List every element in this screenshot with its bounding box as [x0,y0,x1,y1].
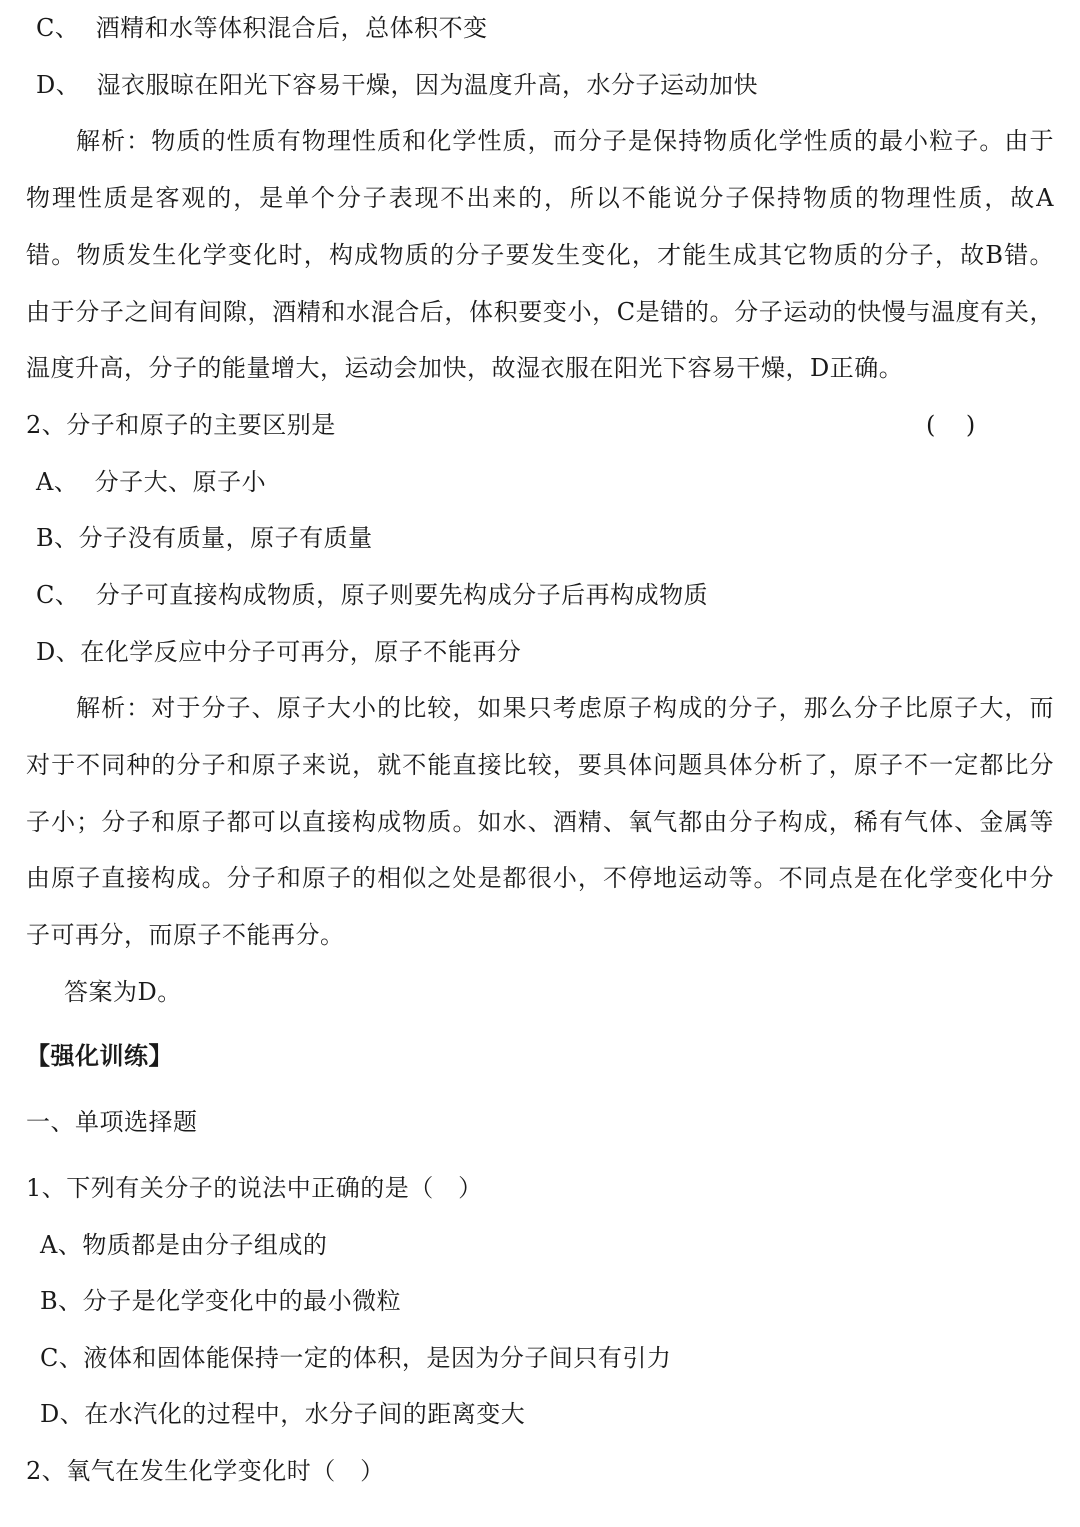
training-q1-option-c: C、液体和固体能保持一定的体积，是因为分子间只有引力 [40,1344,672,1372]
example-q2-option-c: C、 分子可直接构成物质，原子则要先构成分子后再构成物质 [36,581,709,609]
example-q1-option-c: C、 酒精和水等体积混合后，总体积不变 [36,14,488,42]
example-q2-analysis-line: 解析：对于分子、原子大小的比较，如果只考虑原子构成的分子，那么分子比原子大，而 [76,694,1054,722]
training-q1-option-a: A、物质都是由分子组成的 [40,1231,328,1259]
example-q1-analysis-line: 温度升高，分子的能量增大，运动会加快，故湿衣服在阳光下容易干燥，D正确。 [26,354,904,382]
training-q2-stem: 2、氧气在发生化学变化时（ ） [26,1457,385,1485]
training-q1-option-b: B、分子是化学变化中的最小微粒 [40,1287,402,1315]
section-heading: 一、单项选择题 [26,1108,198,1136]
example-q1-analysis-line: 解析：物质的性质有物理性质和化学性质，而分子是保持物质化学性质的最小粒子。由于 [76,127,1054,155]
example-q2-analysis-line: 由原子直接构成。分子和原子的相似之处是都很小，不停地运动等。不同点是在化学变化中分 [26,864,1054,892]
example-q2-answer-blank: ( ) [926,411,976,439]
training-q1-option-d: D、在水汽化的过程中，水分子间的距离变大 [40,1400,526,1428]
example-q1-analysis-line: 物理性质是客观的，是单个分子表现不出来的，所以不能说分子保持物质的物理性质，故A [26,184,1054,212]
example-q1-option-d: D、 湿衣服晾在阳光下容易干燥，因为温度升高，水分子运动加快 [36,71,758,99]
training-q1-stem: 1、下列有关分子的说法中正确的是（ ） [26,1174,483,1202]
example-q1-analysis-line: 由于分子之间有间隙，酒精和水混合后，体积要变小，C是错的。分子运动的快慢与温度有关， [26,298,1054,326]
training-heading: 【强化训练】 [26,1042,173,1070]
example-q1-analysis-line: 错。物质发生化学变化时，构成物质的分子要发生变化，才能生成其它物质的分子，故B错。 [26,241,1054,269]
example-q2-option-a: A、 分子大、原子小 [36,468,267,496]
example-q2-analysis-line: 子可再分，而原子不能再分。 [26,921,345,949]
example-q2-stem: 2、分子和原子的主要区别是 [26,411,336,439]
example-q2-analysis-line: 子小；分子和原子都可以直接构成物质。如水、酒精、氧气都由分子构成，稀有气体、金属等 [26,808,1054,836]
example-q2-answer: 答案为D。 [64,978,182,1006]
example-q2-option-b: B、分子没有质量，原子有质量 [36,524,373,552]
example-q2-option-d: D、在化学反应中分子可再分，原子不能再分 [36,638,522,666]
example-q2-analysis-line: 对于不同种的分子和原子来说，就不能直接比较，要具体问题具体分析了，原子不一定都比分 [26,751,1054,779]
